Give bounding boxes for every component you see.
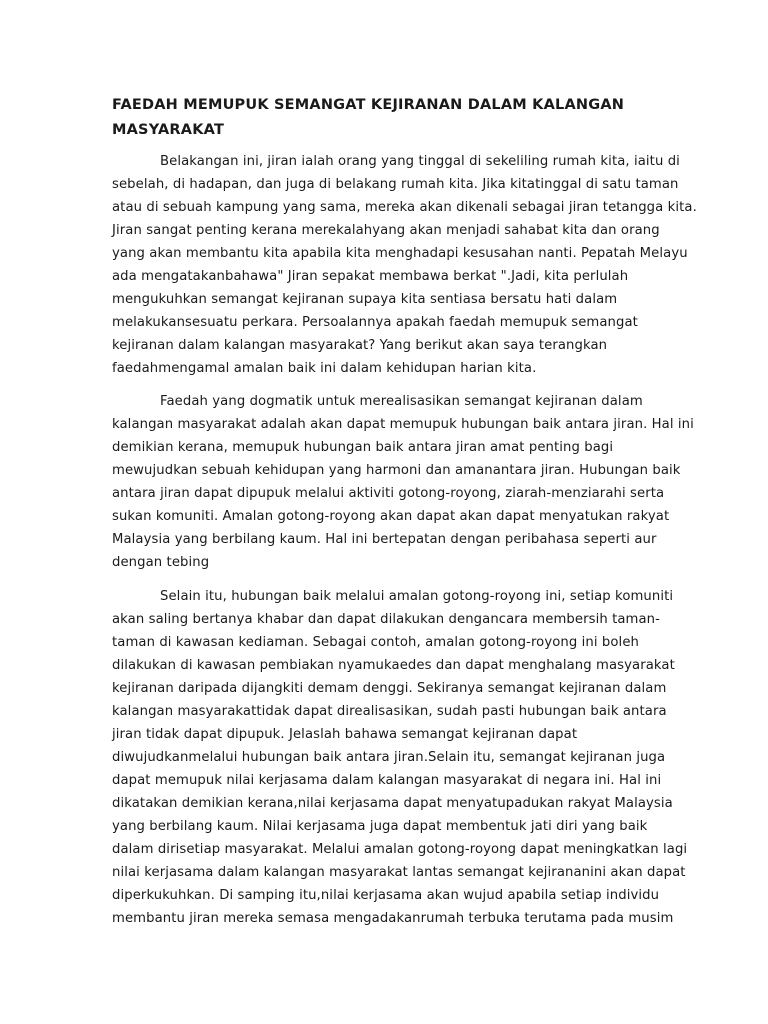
paragraph-line: atau di sebuah kampung yang sama, mereka akan dikenali sebagai jiran tetangga kita. (112, 200, 697, 215)
paragraph-line: dikatakan demikian kerana,nilai kerjasama dapat menyatupadukan rakyat Malaysia (112, 796, 673, 811)
paragraph-line: Jiran sangat penting kerana merekalahyang akan menjadi sahabat kita dan orang (112, 223, 660, 238)
paragraph-line: Faedah yang dogmatik untuk merealisasikan semangat kejiranan dalam (160, 394, 643, 409)
paragraph-line: melakukansesuatu perkara. Persoalannya apakah faedah memupuk semangat (112, 315, 638, 330)
paragraph-line: kalangan masyarakat adalah akan dapat memupuk hubungan baik antara jiran. Hal ini (112, 417, 694, 432)
paragraph-line: yang akan membantu kita apabila kita menghadapi kesusahan nanti. Pepatah Melayu (112, 246, 688, 261)
paragraph-line: yang berbilang kaum. Nilai kerjasama juga dapat membentuk jati diri yang baik (112, 819, 648, 834)
paragraph-line: Selain itu, hubungan baik melalui amalan gotong-royong ini, setiap komuniti (160, 589, 674, 604)
paragraph-line: sukan komuniti. Amalan gotong-royong akan dapat akan dapat menyatukan rakyat (112, 509, 670, 524)
paragraph-line: antara jiran dapat dipupuk melalui aktiviti gotong-royong, ziarah-menziarahi serta (112, 486, 665, 501)
paragraph-line: dengan tebing (112, 555, 210, 570)
paragraph-line: Belakangan ini, jiran ialah orang yang tinggal di sekeliling rumah kita, iaitu di (160, 154, 680, 169)
paragraph-line: mengukuhkan semangat kejiranan supaya kita sentiasa bersatu hati dalam (112, 292, 618, 307)
paragraph-line: nilai kerjasama dalam kalangan masyarakat lantas semangat kejirananini akan dapat (112, 865, 686, 880)
paragraph-line: jiran tidak dapat dipupuk. Jelaslah bahawa semangat kejiranan dapat (112, 727, 578, 742)
paragraph-line: demikian kerana, memupuk hubungan baik antara jiran amat penting bagi (112, 440, 614, 455)
paragraph-line: ada mengatakanbahawa" Jiran sepakat membawa berkat ".Jadi, kita perlulah (112, 269, 629, 284)
paragraph-line: dilakukan di kawasan pembiakan nyamukaedes dan dapat menghalang masyarakat (112, 658, 675, 673)
paragraph-line: dapat memupuk nilai kerjasama dalam kalangan masyarakat di negara ini. Hal ini (112, 773, 662, 788)
paragraph-line: dalam dirisetiap masyarakat. Melalui amalan gotong-royong dapat meningkatkan lagi (112, 842, 688, 857)
paragraph-line: Malaysia yang berbilang kaum. Hal ini bertepatan dengan peribahasa seperti aur (112, 532, 657, 547)
paragraph-line: diperkukuhkan. Di samping itu,nilai kerjasama akan wujud apabila setiap individu (112, 888, 660, 903)
paragraph-line: diwujudkanmelalui hubungan baik antara jiran.Selain itu, semangat kejiranan juga (112, 750, 666, 765)
paragraph-line: kejiranan dalam kalangan masyarakat? Yang berikut akan saya terangkan (112, 338, 608, 353)
paragraph-line: sebelah, di hadapan, dan juga di belakang rumah kita. Jika kitatinggal di satu taman (112, 177, 679, 192)
paragraph-line: mewujudkan sebuah kehidupan yang harmoni dan amanantara jiran. Hubungan baik (112, 463, 681, 478)
paragraph-body-1 (112, 390, 694, 574)
paragraph-line: kejiranan daripada dijangkiti demam denggi. Sekiranya semangat kejiranan dalam (112, 681, 667, 696)
paragraph-body-2 (112, 585, 688, 930)
paragraph-line: akan saling bertanya khabar dan dapat dilakukan dengancara membersih taman- (112, 612, 660, 627)
title-line: FAEDAH MEMUPUK SEMANGAT KEJIRANAN DALAM KALANGAN (112, 97, 625, 113)
paragraph-line: taman di kawasan kediaman. Sebagai contoh, amalan gotong-royong ini boleh (112, 635, 639, 650)
paragraph-line: kalangan masyarakattidak dapat direalisasikan, sudah pasti hubungan baik antara (112, 704, 667, 719)
paragraph-line: membantu jiran mereka semasa mengadakanrumah terbuka terutama pada musim (112, 911, 674, 926)
document-title (112, 93, 672, 143)
paragraph-introduction (112, 150, 697, 380)
title-line: MASYARAKAT (112, 122, 225, 138)
paragraph-line: faedahmengamal amalan baik ini dalam kehidupan harian kita. (112, 361, 537, 376)
